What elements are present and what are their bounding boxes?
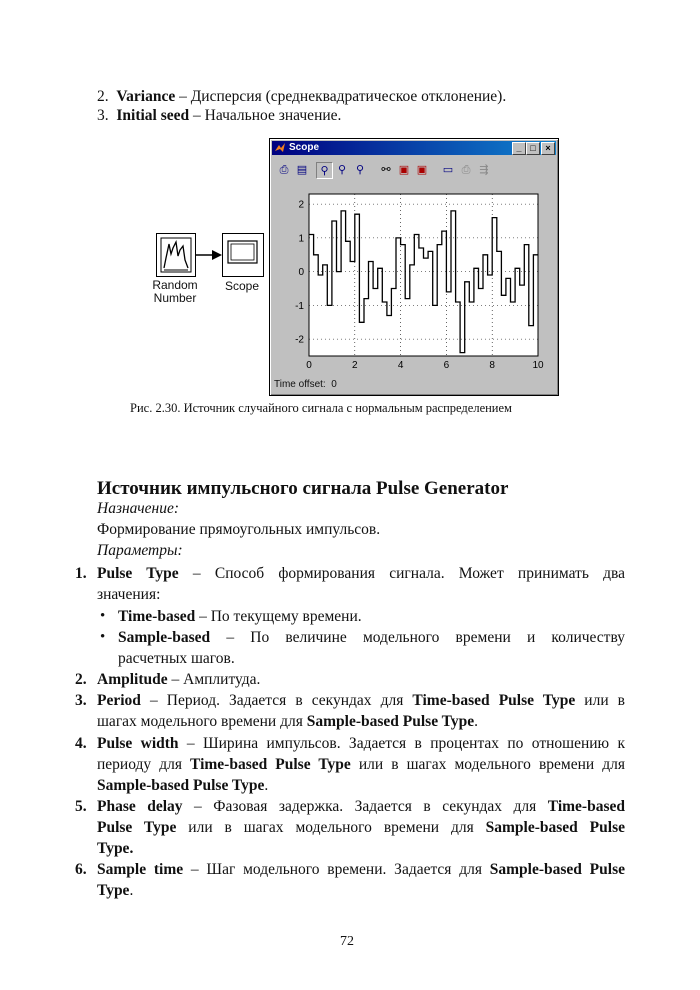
y-tick-label: 0 [298, 267, 304, 279]
close-button[interactable]: × [541, 142, 555, 155]
item-number: 2. [75, 671, 87, 688]
y-tick-label: 2 [298, 199, 304, 211]
item-pulse-type: Pulse Type – Способ формирования сигнала. Может принимать два [97, 565, 625, 582]
item-phase-delay-cont2: Type. [97, 840, 134, 857]
scope-block[interactable] [222, 233, 264, 277]
random-signal-icon [157, 234, 195, 276]
minimize-button[interactable]: _ [512, 142, 526, 155]
subitem-time-based: Time-based – По текущему времени. [118, 608, 362, 625]
item-number: 4. [75, 735, 87, 752]
maximize-button[interactable]: □ [526, 142, 540, 155]
purpose-text: Формирование прямоугольных импульсов. [97, 521, 381, 538]
item-period: Period – Период. Задается в секундах для Time-based Pulse Type или в [97, 692, 625, 709]
zoom-x-icon[interactable]: ⚲ [337, 163, 347, 176]
item-pulse-width: Pulse width – Ширина импульсов. Задается в процентах по отношению к [97, 735, 625, 752]
x-tick-label: 10 [532, 360, 544, 371]
item-amplitude: Amplitude – Амплитуда. [97, 671, 261, 688]
bullet-icon: • [100, 608, 106, 624]
signal-select-icon[interactable]: ⇶ [479, 163, 489, 176]
matlab-logo-icon [275, 143, 285, 153]
autoscale-icon[interactable]: ⚯ [381, 163, 391, 176]
x-tick-label: 8 [489, 360, 495, 371]
params-label: Параметры: [97, 542, 183, 559]
item-sample-time-cont: Type. [97, 882, 134, 899]
item-number: 6. [75, 861, 87, 878]
restore-axes-icon[interactable]: ▣ [416, 163, 428, 176]
scope-plot [273, 186, 553, 376]
save-axes-icon[interactable]: ▣ [398, 163, 410, 176]
time-offset: Time offset: 0 [274, 379, 337, 390]
item-phase-delay-cont: Pulse Type или в шагах модельного времени для Sample-based Pulse [97, 819, 625, 836]
item-number: 3. [75, 692, 87, 709]
random-number-block[interactable] [156, 233, 196, 277]
subitem-sample-based-cont: расчетных шагов. [118, 650, 235, 667]
top-list-item-variance: 2. Variance – Дисперсия (среднеквадратическое отклонение). [97, 88, 507, 105]
scope-screen-icon [223, 234, 263, 276]
bullet-icon: • [100, 629, 106, 645]
lock-icon[interactable]: ⎙ [461, 163, 471, 176]
page-number: 72 [340, 934, 354, 949]
y-tick-label: 1 [298, 233, 304, 245]
scope-toolbar [274, 160, 552, 182]
figure-caption: Рис. 2.30. Источник случайного сигнала с нормальным распределением [130, 401, 512, 415]
x-tick-label: 2 [352, 360, 358, 371]
item-sample-time: Sample time – Шаг модельного времени. Задается для Sample-based Pulse [97, 861, 625, 878]
signal-arrow [195, 248, 223, 262]
x-tick-label: 4 [397, 360, 404, 371]
item-pulse-type-cont: значения: [97, 586, 161, 603]
item-phase-delay: Phase delay – Фазовая задержка. Задается в секундах для Time-based [97, 798, 625, 815]
top-list-item-initial-seed: 3. Initial seed – Начальное значение. [97, 107, 342, 124]
zoom-y-icon[interactable]: ⚲ [355, 163, 365, 176]
float-icon[interactable]: ▭ [442, 163, 454, 176]
y-tick-label: -1 [295, 300, 304, 312]
random-number-label: Random Number [152, 278, 198, 305]
item-number: 5. [75, 798, 87, 815]
item-period-cont: шагах модельного времени для Sample-based Pulse Type. [97, 713, 478, 730]
params-icon[interactable]: ▤ [296, 163, 308, 176]
purpose-label: Назначение: [97, 500, 179, 517]
item-pulse-width-cont: периоду для Time-based Pulse Type или в шагах модельного времени для [97, 756, 625, 773]
scope-titlebar[interactable] [272, 141, 556, 155]
item-number: 1. [75, 565, 87, 582]
y-tick-label: -2 [295, 334, 304, 346]
item-pulse-width-cont2: Sample-based Pulse Type. [97, 777, 269, 794]
zoom-icon[interactable]: ⚲ [316, 162, 333, 179]
scope-window [269, 138, 559, 396]
x-tick-label: 0 [306, 360, 312, 371]
section-heading: Источник импульсного сигнала Pulse Generator [97, 478, 509, 499]
subitem-sample-based: Sample-based – По величине модельного времени и количеству [118, 629, 625, 646]
scope-block-label: Scope [224, 279, 260, 293]
x-tick-label: 6 [443, 360, 450, 371]
scope-title: Scope [289, 142, 320, 153]
print-icon[interactable]: ⎙ [279, 163, 289, 176]
